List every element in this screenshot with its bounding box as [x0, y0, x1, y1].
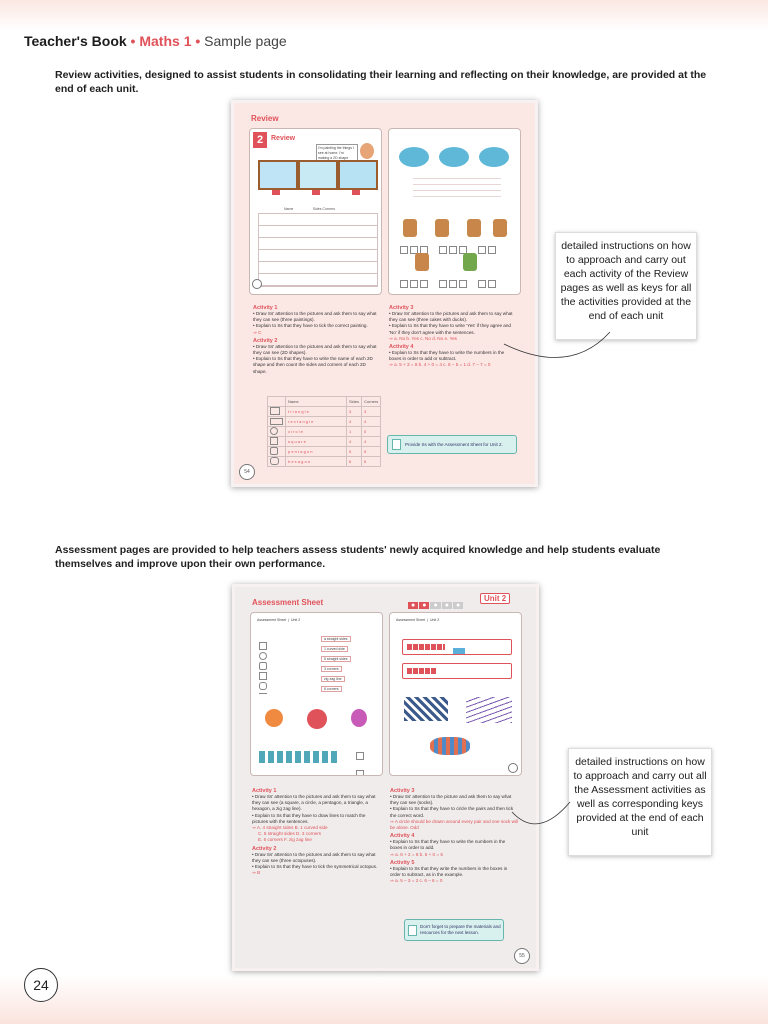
unit-badge: Unit 2 [480, 593, 510, 604]
sum-boxes-bottom [399, 275, 497, 293]
painting-c [338, 160, 378, 190]
tick-box-b [312, 190, 320, 195]
count-row-a [402, 639, 512, 655]
activity-2-title: Activity 2 [253, 337, 278, 344]
review-intro: Review activities, designed to assist students in consolidating their learning and reflecting on their knowledge, are provided at the end of each unit. [55, 69, 707, 95]
review-notes-left: Activity 1 • Draw Ss' attention to the pictures and ask them to say what they can see (three paintings). • Explain to Ss that they have to tick the correct painting. ⇒ C Activity 2 • Draw Ss' attention to the pictures and ask them to say what they can see (2D shapes). • Explain to Ss that they have to write the name of each 2D shape and then count the sides and corners of each 2D shape. [253, 305, 377, 374]
subtract-picture-a [404, 697, 448, 721]
book-header: Teacher's Book • Maths 1 • Sample page [24, 33, 287, 49]
assessment-note-box: Don't forget to prepare the materials and resources for the next lesson. [404, 919, 504, 941]
activity-4-key: a. 5 + 3 = 8 b. 4 + 0 = 4 c. 6 – 5 = 1 d. 7 – 7 = 0 [394, 362, 491, 368]
review-spread [231, 100, 538, 487]
octopus-b [307, 709, 327, 729]
assessment-section-title: Assessment Sheet [252, 598, 324, 607]
review-mini-page-left [249, 128, 382, 295]
assessment-activity-1-title: Activity 1 [252, 788, 277, 794]
mini-page-dot-right [508, 763, 518, 773]
assessment-activity-3-title: Activity 3 [390, 788, 415, 794]
activity-4-title: Activity 4 [389, 344, 414, 351]
review-answer-table: Name Sides Corners t r i a n g l e 3 3 r e c t a n g l e 4 4 c i r c l e 1 0 s q u a r e 4 4 p e n t a g o n 5 5 h e x a g o n 6 6 [267, 396, 381, 467]
table-row: t r i a n g l e 3 3 [268, 407, 381, 417]
painting-b [298, 160, 338, 190]
callout-pointer-1 [500, 330, 620, 380]
plant-4 [493, 219, 507, 237]
assessment-callout: detailed instructions on how to approach and carry out all the Assessment activities as well as corresponding keys provided at the end of each unit [568, 748, 712, 856]
activity-1-title: Activity 1 [253, 305, 278, 311]
table-row: h e x a g o n 6 6 [268, 457, 381, 467]
plant-1 [403, 219, 417, 237]
sentence-lines [413, 173, 501, 201]
cake-1 [399, 147, 429, 167]
assessment-intro: Assessment pages are provided to help teachers assess students' newly acquired knowledge and help students evaluate themselves and improve upon their own performance. [55, 544, 661, 570]
sample-label: Sample page [204, 33, 287, 49]
review-mini-title: Review [271, 135, 296, 142]
callout-pointer-2 [508, 800, 578, 850]
subtract-picture-b [466, 697, 512, 723]
cake-3 [479, 147, 509, 167]
mini-table-header: Name Sides Corners [284, 207, 335, 211]
assessment-mini-page-right: Assessment Sheet | Unit 2 [389, 612, 522, 776]
shape-match-icons [259, 637, 267, 697]
assessment-notes-right: Activity 3 • Draw Ss' attention to the picture and ask them to say what they can see (socks). • Explain to Ss that they have to circle the pairs and then tick the correct word. ⇒ A circle should be drawn around every pair and one sock will be alone. Odd Activity 4 • Explain to Ss that they have to write the numbers in the boxes in order to add. ⇒ a. 6 + 2 = 8 b. 5 + 0 = 5 Activity 5 • Explain to Ss that they write the numbers in the boxes in order to subtract, as in the example. ⇒ a. 5 – 3 = 2 c. 6 – 6 = 0 [390, 788, 518, 884]
review-notes-right: Activity 3 • Draw Ss' attention to the pictures and ask them to say what they can see (three cakes with ducks). • Explain to Ss that they have to write 'Yes' if they agree and 'No' if they don't agree with the sentences. ⇒ a. No b. Yes c. No d. No e. Yes Activity 4 • Explain to Ss that they have to write the numbers in the boxes in order to add or subtract. ⇒ a. 5 + 3 = 8 b. 4 + 0 = 4 c. 6 – 5 = 1 d. 7 – 7 = 0 [389, 303, 517, 369]
plant-3 [467, 219, 481, 237]
plant-2 [435, 219, 449, 237]
sum-boxes-top [399, 241, 497, 259]
activity-1-key: C [258, 329, 262, 335]
assessment-skill-icons: ● ● ● ● ● [408, 594, 464, 612]
cake-2 [439, 147, 469, 167]
tick-box-c [352, 190, 360, 195]
speech-bubble: I'm painting the things I see at home. I'm making a 2D shape [316, 144, 358, 168]
boy-illustration [360, 143, 374, 159]
count-row-b [402, 663, 512, 679]
octopus-a [265, 709, 283, 727]
page-number: 24 [24, 968, 58, 1002]
table-row: p e n t a g o n 5 5 [268, 447, 381, 457]
note-icon [408, 925, 417, 936]
note-icon [392, 439, 401, 450]
assessment-spread [232, 584, 539, 971]
book-title: Teacher's Book [24, 33, 127, 49]
socks-row [259, 751, 339, 763]
review-mini-page-right [388, 128, 521, 295]
review-note-box: Provide Ss with the Assessment Sheet for Unit 2. [387, 435, 517, 454]
table-row: r e c t a n g l e 4 4 [268, 417, 381, 427]
mini-page-dot-left [252, 279, 262, 289]
subject-title: Maths 1 [139, 33, 192, 49]
unit-number-badge: 2 [253, 132, 267, 148]
tick-box-a [272, 190, 280, 195]
assessment-notes-left: Activity 1 • Draw Ss' attention to the pictures and ask them to say what they can see (a square, a circle, a pentagon, a triangle, a hexagon, a zig zag line). • Explain to Ss that they have to draw lines to match the pictures with the sentences. ⇒ A. 4 straight sides B. 1 curved side C. 5 straight sides D. 3 corners E. 6 corners F. zig zag line Activity 2 • Draw Ss' attention to the pictures and ask them to say what they can see (three octopuses). • Explain to Ss that they have to tick the symmetrical octopus. ⇒ B [252, 786, 380, 876]
review-page-number: 54 [239, 464, 255, 480]
review-callout: detailed instructions on how to approach and carry out each activity of the Review pages as well as keys for all the activities provided at the end of each unit [555, 232, 697, 340]
activity-3-key: a. No b. Yes c. No d. No e. Yes [394, 335, 457, 341]
assessment-activity-5-title: Activity 5 [390, 859, 415, 866]
table-row: c i r c l e 1 0 [268, 427, 381, 437]
assessment-page-number: 55 [514, 948, 530, 964]
match-labels: a straight sides 1 curved side 5 straight sides 3 corners zig zag line 6 corners [321, 637, 375, 697]
plant-6 [463, 253, 477, 271]
assessment-activity-4-title: Activity 4 [390, 833, 415, 840]
odd-even-boxes [355, 747, 365, 776]
assessment-mini-page-left: Assessment Sheet | Unit 2 a straight sides 1 curved side 5 straight sides 3 corners zig zag line 6 corners [250, 612, 383, 776]
painting-a [258, 160, 298, 190]
table-row: s q u a r e 4 4 [268, 437, 381, 447]
review-section-title: Review [251, 114, 279, 123]
subtract-picture-c [430, 737, 470, 755]
plant-5 [415, 253, 429, 271]
activity-3-title: Activity 3 [389, 305, 414, 311]
assessment-activity-2-title: Activity 2 [252, 845, 277, 852]
octopus-c [351, 709, 367, 727]
mini-shapes-table [258, 213, 378, 287]
